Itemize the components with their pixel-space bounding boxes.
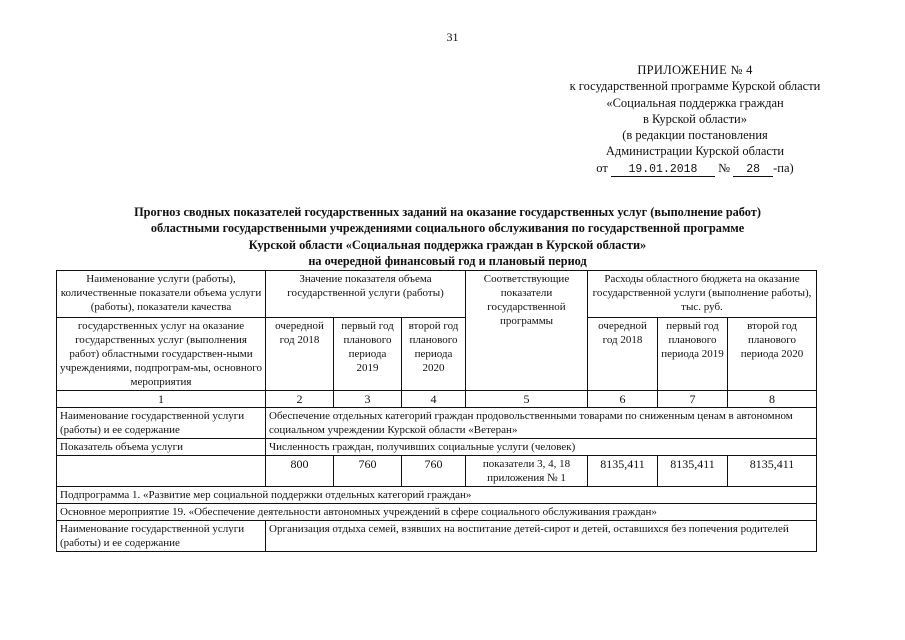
appendix-line: «Социальная поддержка граждан [606, 95, 784, 110]
row-label: Показатель объема услуги [57, 439, 266, 456]
decree-suffix: -па) [773, 160, 794, 175]
table-row [57, 456, 817, 487]
appendix-line: (в редакции постановления [622, 128, 768, 143]
volume-indicator: Численность граждан, получивших социальные услуги (человек) [266, 439, 817, 456]
forecast-table [56, 270, 817, 552]
header-col1-top: Наименование услуги (работы), количественные показатели объема услуги (работы), показатели качества [57, 271, 266, 318]
number-label: № [718, 160, 731, 175]
col-number: 1 [57, 391, 266, 408]
appendix-line: к государственной программе Курской области [569, 79, 821, 94]
header-value-2020: второй год планового периода 2020 [402, 318, 466, 391]
row-label: Наименование государственной услуги (работы) и ее содержание [57, 408, 266, 439]
header-expense-2018: очередной год 2018 [588, 318, 658, 391]
col-number: 7 [658, 391, 728, 408]
decree-date: 19.01.2018 [611, 163, 715, 177]
title-line: областными государственными учреждениями социального обслуживания по государственной программе [150, 221, 745, 236]
program-indicators: показатели 3, 4, 18 приложения № 1 [466, 456, 588, 487]
col-number: 2 [266, 391, 334, 408]
table-row [57, 487, 817, 504]
service-name: Организация отдыха семей, взявших на воспитание детей-сирот и детей, оставшихся без попечения родителей [266, 521, 817, 552]
header-expense-group: Расходы областного бюджета на оказание государственной услуги (выполнение работы), тыс. руб. [588, 271, 817, 318]
table-row [57, 408, 817, 439]
header-expense-2020: второй год планового периода 2020 [728, 318, 817, 391]
row-label: Наименование государственной услуги (работы) и ее содержание [57, 521, 266, 552]
header-value-2018: очередной год 2018 [266, 318, 334, 391]
value-2019: 760 [334, 456, 402, 487]
title-line: Прогноз сводных показателей государственных заданий на оказание государственных услуг (выполнение работ) [134, 205, 761, 219]
page-number: 31 [446, 30, 459, 44]
header-value-2019: первый год планового периода 2019 [334, 318, 402, 391]
col-number: 6 [588, 391, 658, 408]
appendix-block [505, 62, 885, 177]
column-number-row [57, 391, 817, 408]
expense-2018: 8135,411 [588, 456, 658, 487]
title-line: на очередной финансовый год и плановый период [308, 254, 587, 269]
from-label: от [596, 160, 608, 175]
appendix-title: ПРИЛОЖЕНИЕ № 4 [637, 63, 753, 77]
expense-2020: 8135,411 [728, 456, 817, 487]
appendix-line: Администрации Курской области [605, 144, 785, 159]
col-number: 5 [466, 391, 588, 408]
appendix-date-line [505, 160, 885, 177]
document-title [40, 204, 855, 270]
header-expense-2019: первый год планового периода 2019 [658, 318, 728, 391]
table-row [57, 521, 817, 552]
decree-number: 28 [733, 163, 773, 177]
value-2020: 760 [402, 456, 466, 487]
value-2018: 800 [266, 456, 334, 487]
header-program-indicators: Соответствующие показатели государственной программы [466, 271, 588, 391]
expense-2019: 8135,411 [658, 456, 728, 487]
header-row-top [57, 271, 817, 318]
table-row [57, 504, 817, 521]
header-row-bottom [57, 318, 817, 391]
title-line: Курской области «Социальная поддержка граждан в Курской области» [248, 237, 647, 252]
subprogram-row: Подпрограмма 1. «Развитие мер социальной поддержки отдельных категорий граждан» [57, 487, 817, 504]
service-name: Обеспечение отдельных категорий граждан продовольственными товарами по сниженным ценам в автономном социальном учреждении Курской области «Ветеран» [266, 408, 817, 439]
header-value-group: Значение показателя объема государственной услуги (работы) [266, 271, 466, 318]
table-row [57, 439, 817, 456]
col-number: 8 [728, 391, 817, 408]
col-number: 4 [402, 391, 466, 408]
appendix-line: в Курской области» [642, 111, 747, 126]
col-number: 3 [334, 391, 402, 408]
empty-cell [57, 456, 266, 487]
main-activity-row: Основное мероприятие 19. «Обеспечение деятельности автономных учреждений в сфере социального обслуживания граждан» [57, 504, 817, 521]
header-col1-bottom: государственных услуг на оказание государственных услуг (выполнения работ) областными государствен-ными учреждениями, подпрограм-мы, основного мероприятия [57, 318, 266, 391]
